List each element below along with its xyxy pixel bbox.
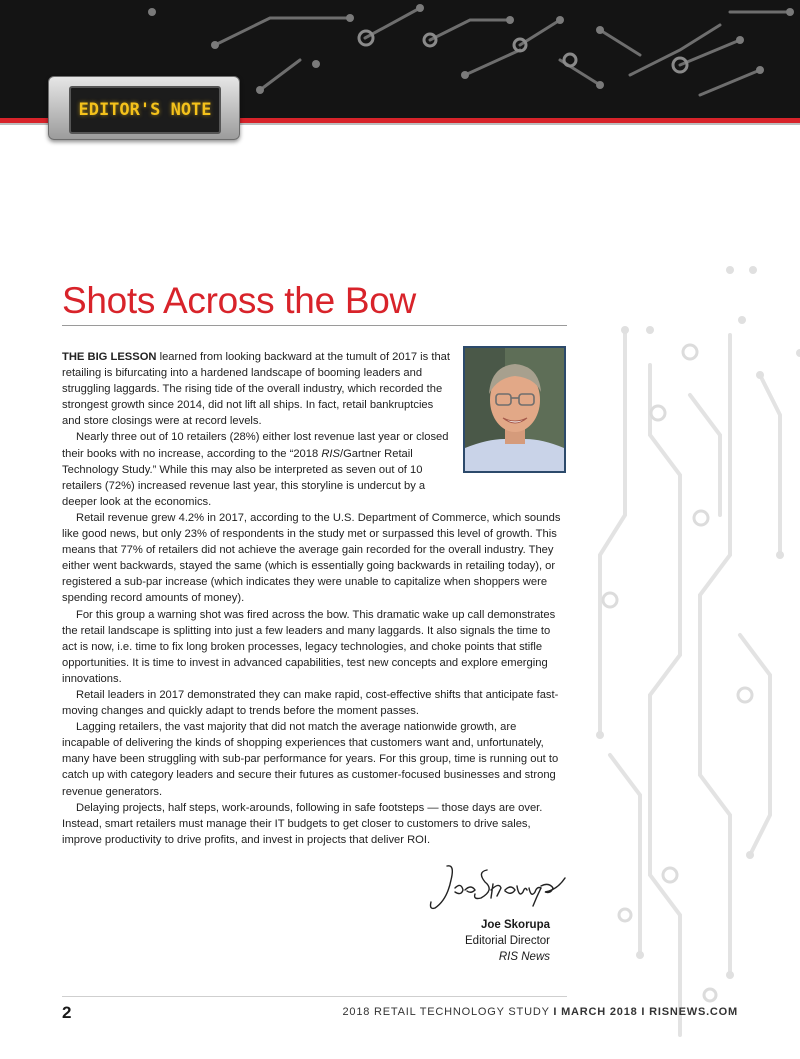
footer-separator-2: I	[641, 1006, 646, 1018]
badge-screen	[69, 86, 221, 134]
paragraph-6: Lagging retailers, the vast majority that did not match the average nationwide growth, are incapable of delivering the kinds of shopping experiences that customers want and, unfortunately, many have been struggling with sub-par performance for years. For this group, time is running out to catch up with category leaders and secure their futures as customer-focused businesses and strong revenue generators.	[62, 721, 559, 798]
editors-note-badge	[48, 76, 240, 140]
paragraph-2	[62, 429, 454, 509]
footer-issue: MARCH 2018	[561, 1006, 638, 1018]
paragraph-7: Delaying projects, half steps, work-arounds, following in safe footsteps — those days are over. Instead, smart retailers must manage their IT budgets to get closer to customers to drive sales, improve productivity to drive profits, and invest in projects that deliver ROI.	[62, 801, 543, 846]
signature-publication: RIS News	[498, 951, 550, 963]
signature-name: Joe Skorupa	[480, 919, 550, 931]
footer-rule	[62, 996, 567, 997]
footer-site: RISNEWS.COM	[649, 1006, 738, 1018]
article-body	[62, 349, 567, 848]
lead-in: THE BIG LESSON	[62, 351, 157, 363]
handwritten-signature	[425, 858, 570, 913]
footer-separator-1: I	[553, 1006, 558, 1018]
paragraph-2-pre: Nearly three out of 10 retailers (28%) either lost revenue last year or closed their books with no increase, according to the “2018	[62, 431, 449, 460]
footer-study: 2018 RETAIL TECHNOLOGY STUDY	[342, 1006, 550, 1018]
paragraph-4: For this group a warning shot was fired across the bow. This dramatic wake up call demonstrates the retail landscape is splitting into just a few leaders and many laggards. It also signals the time to act is now, i.e. time to fix long broken processes, legacy technologies, and choke points that stifle opportunities. It is time to invest in advanced capabilities, test new concepts and explore emerging innovations.	[62, 608, 556, 685]
page-number: 2	[62, 1003, 72, 1022]
paragraph-5: Retail leaders in 2017 demonstrated they can make rapid, cost-effective shifts that anticipate fast-moving changes and quickly adapt to trends before the moment passes.	[62, 688, 559, 718]
paragraph-2-post: /Gartner Retail Technology Study.” While this may also be interpreted as seven out of 10 retailers (72%) increased revenue last year, this storyline is undercut by a deeper look at the economics.	[62, 447, 426, 508]
title-rule	[62, 325, 567, 326]
paragraph-3: Retail revenue grew 4.2% in 2017, according to the U.S. Department of Commerce, which sounds like good news, but only 23% of respondents in the study met or surpassed this level of growth. This means that 77% of retailers did not achieve the average gain recorded for the overall industry. They either went backwards, stayed the same (which is essentially going backwards in retailing today), or registered a sub-par increase (which indicates they were unable to capitalize when shoppers were spending record amounts of money).	[62, 511, 561, 605]
badge-label: EDITOR'S NOTE	[78, 100, 212, 120]
footer-folio	[342, 1006, 738, 1018]
circuit-pattern-side	[580, 255, 800, 1055]
article-title: Shots Across the Bow	[62, 280, 416, 321]
paragraph-1-text: learned from looking backward at the tumult of 2017 is that retailing is bifurcating into a hardened landscape of booming leaders and struggling laggards. The rising tide of the overall industry, which recorded the strongest growth since 2014, did not lift all ships. In fact, retail bankruptcies and store closings were at record levels.	[62, 351, 451, 428]
paragraph-1	[62, 349, 454, 429]
ris-italic: RIS	[321, 447, 340, 460]
signature-title: Editorial Director	[465, 935, 550, 947]
